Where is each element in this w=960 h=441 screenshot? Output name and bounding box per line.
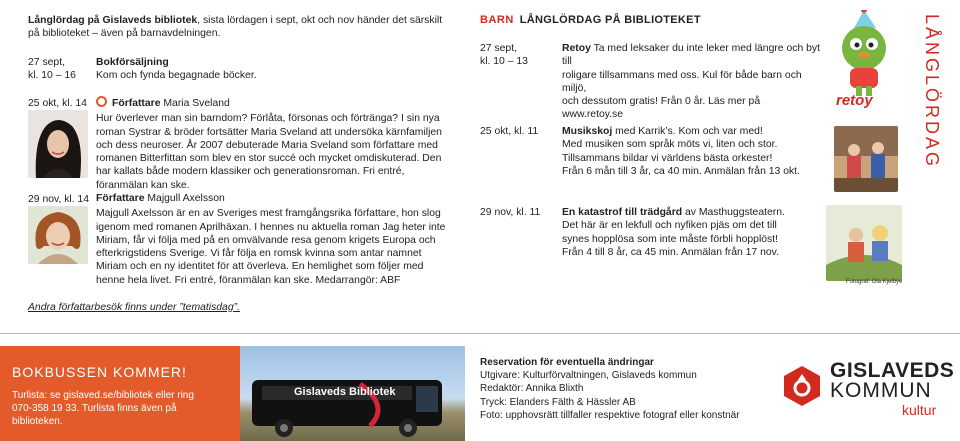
event-description: Hur överlever man sin barndom? Förlåta, försonas och förtränga? I sin nya roman Systrar & bröder fortsätter Maria Sveland att undersöka kärnfamiljen och dess neuroser. År 2007 debuterade Maria Sveland som författare med romanen Bitterfittan som blev en stor succé och mycket omdiskuterad. Den har kallats både modern klassiker och generationsroman. Fri entré, föranmälan kan ske. xyxy=(96,113,442,191)
author-name: Maria Sveland xyxy=(160,98,230,109)
event-line xyxy=(562,42,822,69)
reservation-line: Utgivare: Kulturförvaltningen, Gislaveds kommun xyxy=(480,370,697,382)
event-text-line: Tillsammans bildar vi världens bästa orkester! xyxy=(562,152,773,164)
event-date: 29 nov, kl. 14 xyxy=(28,194,90,205)
vertical-title: LÅNGLÖRDAG xyxy=(922,14,942,170)
photo-credit: Fotograf: Ola Kjelbye xyxy=(846,279,903,285)
event-title: En katastrof till trädgård xyxy=(562,207,683,218)
event-text-line: med Karrik’s. Kom och var med! xyxy=(612,126,763,137)
retoy-logo: retoy xyxy=(836,92,873,109)
event-date: 29 nov, kl. 11 xyxy=(480,207,541,218)
gislaveds-kommun-logo xyxy=(780,359,955,420)
intro-paragraph xyxy=(28,14,448,40)
event-label: Författare xyxy=(112,98,161,109)
event-date-line: 27 sept, xyxy=(28,57,65,68)
event-bokforsaljning xyxy=(96,56,426,83)
event-text-line: Från 6 mån till 3 år, ca 40 min. Anmälan från 13 okt. xyxy=(562,165,800,177)
portrait-image xyxy=(28,110,88,178)
logo-line: KOMMUN xyxy=(830,379,932,402)
theater-photo xyxy=(826,205,902,281)
bokbuss-line: 070-358 19 33. Turlista finns även på biblioteken. xyxy=(12,403,177,428)
event-title: Retoy xyxy=(562,43,591,54)
event-date: 25 okt, kl. 11 xyxy=(480,126,539,137)
event-title: Bokförsäljning xyxy=(96,57,169,68)
event-description: Majgull Axelsson är en av Sveriges mest framgångsrika författare, hon slog igenom med romanen Aprilhäxan. I hennes nu aktuella roman Jag heter inte Miriam, får vi följa med på en omvälvande resa genom krigets Europa och efterkrigstidens Sverige. Vi får följa en romsk kvinna som antar namnet Miriam och en ny identitet för att överleva. En hemlighet som följer med henne hela livet. Fri entré, föranmälan kan ske. Medarrangör: ABF xyxy=(96,208,446,286)
more-authors-note[interactable] xyxy=(28,301,240,314)
event-line xyxy=(562,125,832,138)
event-date xyxy=(28,56,76,82)
event-heading xyxy=(96,96,450,110)
bokbuss-photo xyxy=(240,346,465,441)
event-majgull-axelsson xyxy=(96,192,450,287)
bokbuss-title: BOKBUSSEN KOMMER! xyxy=(12,364,187,380)
event-description: Kom och fynda begagnade böcker. xyxy=(96,70,257,82)
event-text-line: och dessutom gratis! Från 0 år. Läs mer på www.retoy.se xyxy=(562,96,761,121)
event-maria-sveland xyxy=(96,96,450,192)
intro-text: , sista lördagen i sept, okt och nov händer det särskilt på biblioteket – även på barnavdelningen. xyxy=(28,15,443,40)
barn-header xyxy=(480,14,701,27)
event-title: Musikskoj xyxy=(562,126,613,137)
event-text-line: Med musiken som språk möts vi, liten och stor. xyxy=(562,139,778,151)
bokbuss-box xyxy=(0,346,240,441)
section-divider xyxy=(0,333,960,334)
section-heading: LÅNGLÖRDAG PÅ BIBLIOTEKET xyxy=(519,14,701,26)
event-retoy xyxy=(562,42,822,122)
kommun-emblem-icon xyxy=(780,364,824,408)
portrait-image xyxy=(28,206,88,264)
event-text-line: roligare tillsammans med oss. Kul för både barn och miljö, xyxy=(562,69,802,94)
author-photo-maria-sveland xyxy=(28,110,88,178)
bus-text: Gislaveds Bibliotek xyxy=(294,386,396,398)
event-text-line: av Masthuggsteatern. xyxy=(682,207,785,218)
bokbuss-line: Turlista: se gislaved.se/bibliotek eller ring xyxy=(12,390,194,402)
more-authors-link[interactable]: Andra författarbesök finns under ”tematisdag”. xyxy=(28,302,240,313)
logo-line: kultur xyxy=(902,402,937,418)
author-name: Majgull Axelsson xyxy=(144,193,225,204)
event-heading xyxy=(96,192,450,205)
event-text-line: Från 4 till 8 år, ca 45 min. Anmälan från 17 nov. xyxy=(562,246,779,258)
event-date: 25 okt, kl. 14 xyxy=(28,98,87,109)
event-text-line: Det här är en lekfull och nyfiken pjäs om det till xyxy=(562,220,777,232)
garden-image xyxy=(826,205,902,281)
reservation-line: Foto: upphovsrätt tillfaller respektive fotograf eller konstnär xyxy=(480,409,740,421)
event-text-line: synes hopplösa som inte måste förbli hopplöst! xyxy=(562,233,779,245)
musikskoj-photo xyxy=(834,126,898,192)
event-musikskoj xyxy=(562,125,832,178)
barn-tag: BARN xyxy=(480,14,514,26)
reservation-line: Redaktör: Annika Blixth xyxy=(480,383,584,395)
logo-line: GISLAVEDS xyxy=(830,359,955,382)
intro-title: Långlördag på Gislaveds bibliotek xyxy=(28,15,198,26)
reservation-title: Reservation för eventuella ändringar xyxy=(480,357,654,368)
event-label: Författare xyxy=(96,193,145,204)
event-time-line: kl. 10 – 13 xyxy=(480,56,528,68)
event-date xyxy=(480,42,528,68)
musicians-image xyxy=(834,126,898,192)
event-text-line: Ta med leksaker du inte leker med längre och byt till xyxy=(562,43,820,68)
reservation-info xyxy=(480,356,770,422)
event-time-line: kl. 10 – 16 xyxy=(28,70,76,82)
event-katastrof xyxy=(562,206,832,259)
author-photo-majgull-axelsson xyxy=(28,206,88,264)
event-date-line: 27 sept, xyxy=(480,43,517,54)
bokbuss-text xyxy=(12,389,228,428)
event-line xyxy=(562,206,832,219)
reservation-line: Tryck: Elanders Fälth & Hässler AB xyxy=(480,396,636,408)
circle-icon xyxy=(96,96,107,107)
